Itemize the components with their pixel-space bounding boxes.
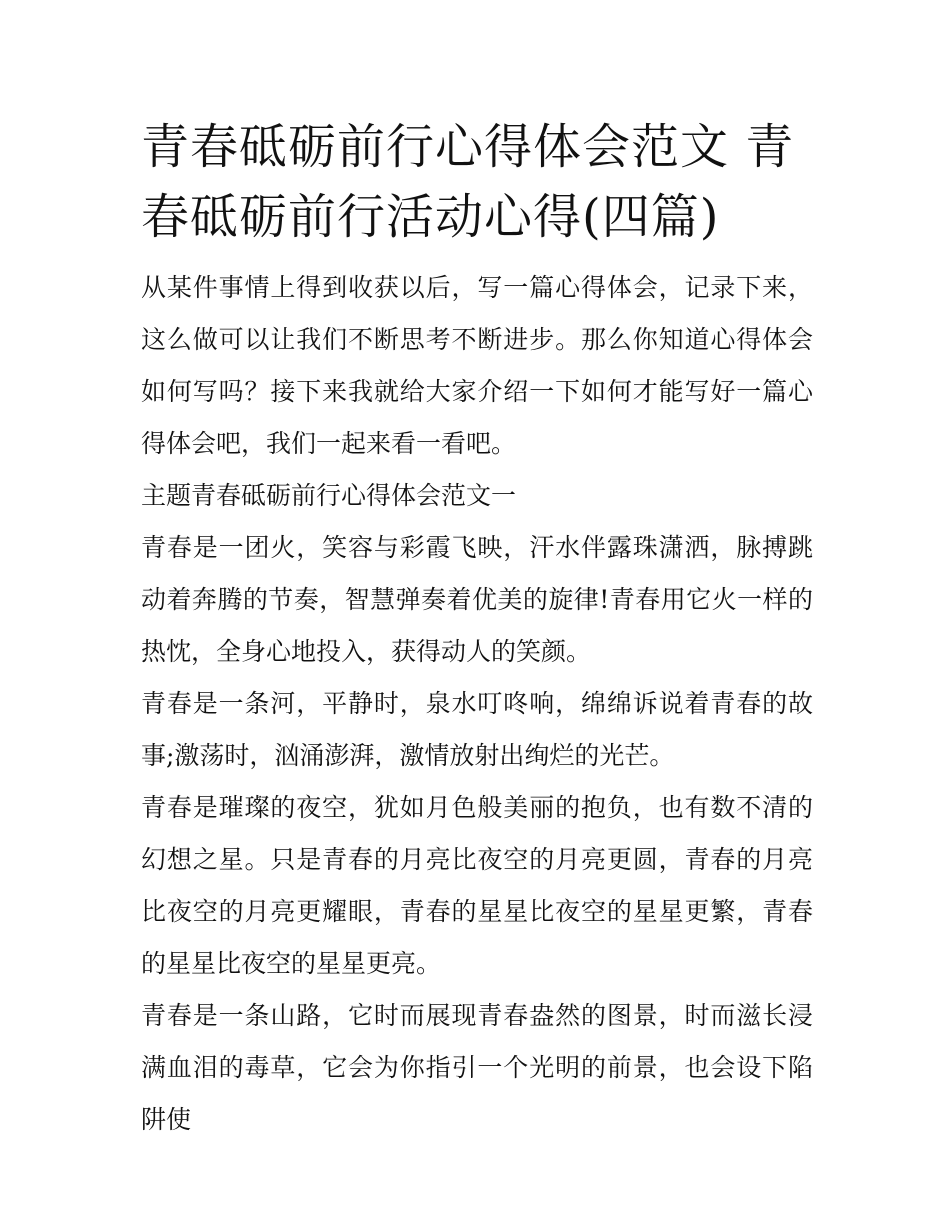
body-paragraph: 青春是一团火，笑容与彩霞飞映，汗水伴露珠潇洒，脉搏跳动着奔腾的节奏，智慧弹奏着优美的旋律!青春用它火一样的热忱，全身心地投入，获得动人的笑颜。 bbox=[141, 533, 813, 666]
body-paragraph: 青春是一条山路，它时而展现青春盎然的图景，时而滋长浸满血泪的毒草，它会为你指引一个光明的前景，也会设下陷阱使 bbox=[141, 1001, 813, 1134]
section-heading: 主题青春砥砺前行心得体会范文一 bbox=[141, 481, 517, 510]
intro-paragraph: 从某件事情上得到收获以后，写一篇心得体会，记录下来，这么做可以让我们不断思考不断进步。那么你知道心得体会如何写吗？接下来我就给大家介绍一下如何才能写好一篇心得体会吧，我们一起来看一看吧。 bbox=[141, 273, 813, 458]
body-paragraph: 青春是璀璨的夜空，犹如月色般美丽的抱负，也有数不清的幻想之星。只是青春的月亮比夜空的月亮更圆，青春的月亮比夜空的月亮更耀眼，青春的星星比夜空的星星更繁，青春的星星比夜空的星星更亮。 bbox=[141, 793, 813, 978]
body-paragraph: 青春是一条河，平静时，泉水叮咚响，绵绵诉说着青春的故事;激荡时，汹涌澎湃，激情放射出绚烂的光芒。 bbox=[141, 689, 813, 770]
document-body bbox=[141, 112, 813, 1146]
document-title: 青春砥砺前行心得体会范文 青春砥砺前行活动心得(四篇) bbox=[141, 119, 795, 245]
